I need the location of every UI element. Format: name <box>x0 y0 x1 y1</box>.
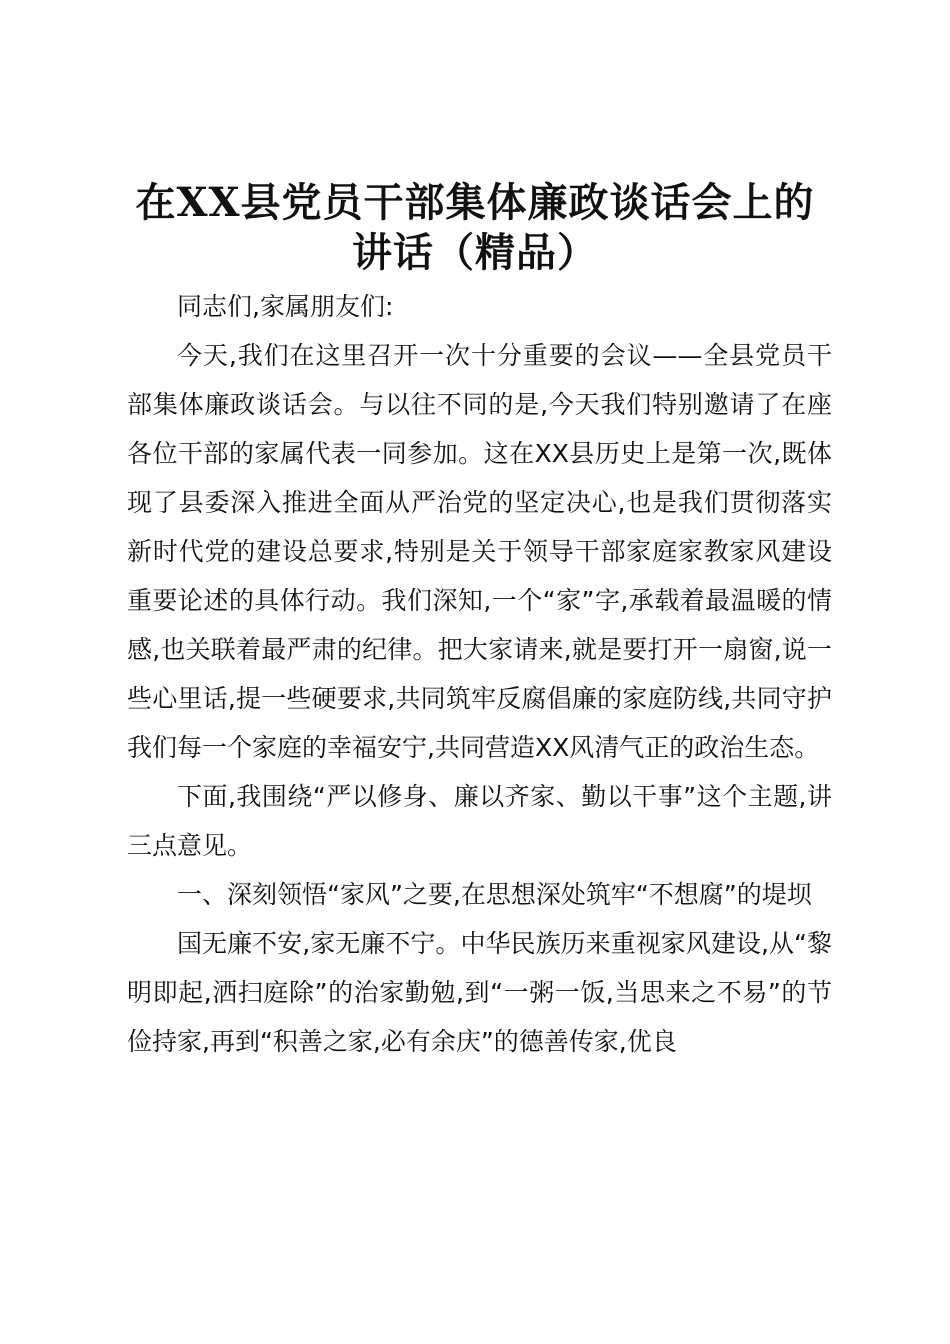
opening-paragraph: 今天,我们在这里召开一次十分重要的会议——全县党员干部集体廉政谈话会。与以往不同的是,今天我们特别邀请了在座各位干部的家属代表一同参加。这在XX县历史上是第一次,既体现了县委深入推进全面从严治党的坚定决心,也是我们贯彻落实新时代党的建设总要求,特别是关于领导干部家庭家教家风建设重要论述的具体行动。我们深知,一个“家”字,承载着最温暖的情感,也关联着最严肃的纪律。把大家请来,就是要打开一扇窗,说一些心里话,提一些硬要求,共同筑牢反腐倡廉的家庭防线,共同守护我们每一个家庭的幸福安宁,共同营造XX风清气正的政治生态。 <box>127 341 832 762</box>
document-title <box>120 178 830 278</box>
title-line-1: 在XX县党员干部集体廉政谈话会上的 <box>135 179 815 226</box>
theme-paragraph: 下面,我围绕“严以修身、廉以齐家、勤以干事”这个主题,讲三点意见。 <box>127 782 832 860</box>
section-1-paragraph: 国无廉不安,家无廉不宁。中华民族历来重视家风建设,从“黎明即起,洒扫庭除”的治家勤勉,到“一粥一饭,当思来之不易”的节俭持家,再到“积善之家,必有余庆”的德善传家,优良 <box>127 929 832 1056</box>
title-line-2: 讲话（精品） <box>352 229 598 276</box>
document-body <box>127 282 832 1066</box>
section-heading-1: 一、深刻领悟“家风”之要,在思想深处筑牢“不想腐”的堤坝 <box>177 880 812 909</box>
salutation: 同志们,家属朋友们: <box>177 292 394 321</box>
